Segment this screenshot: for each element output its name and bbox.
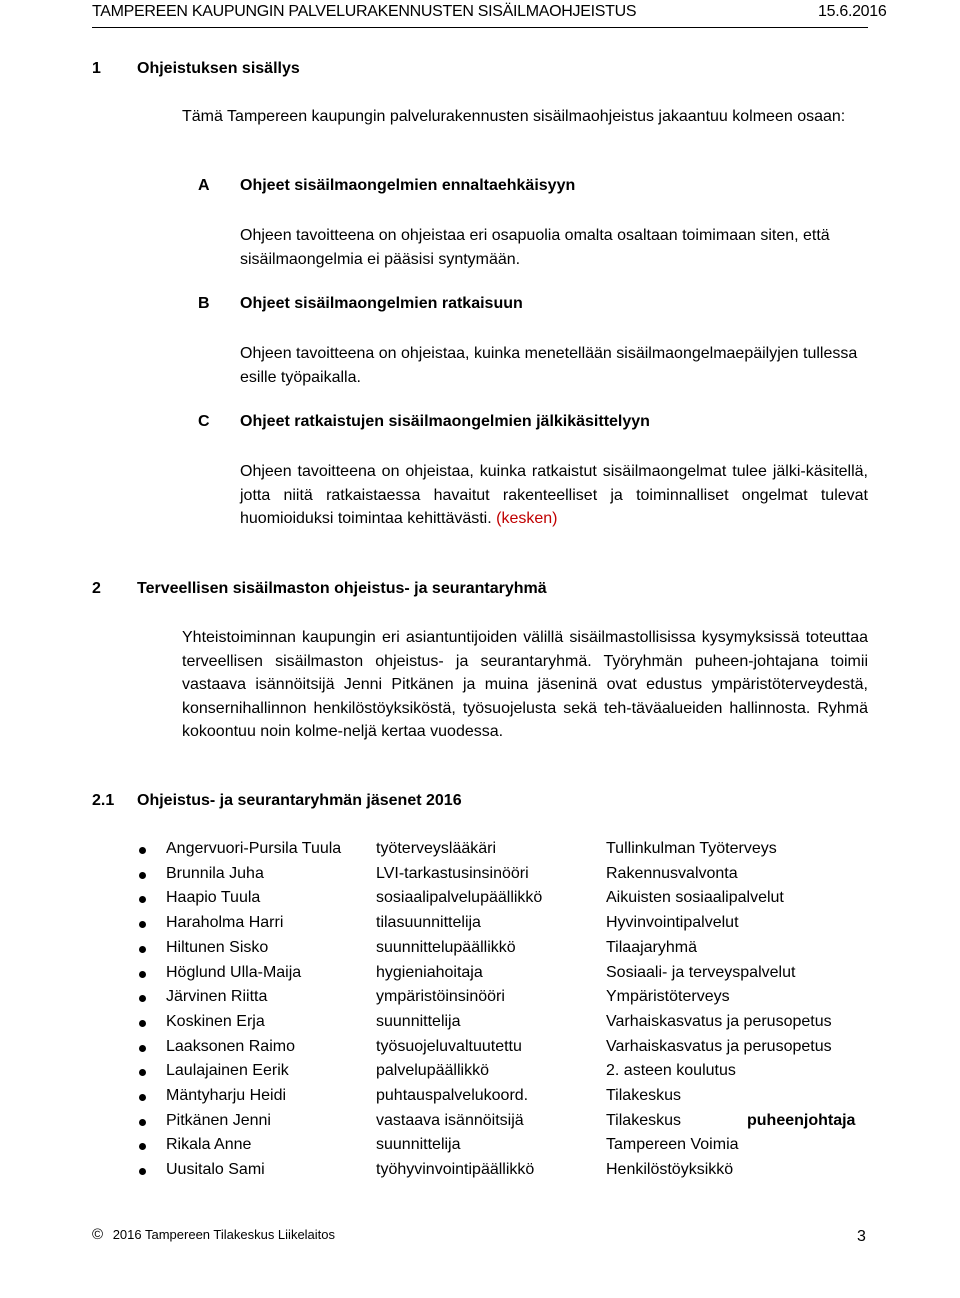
member-role: LVI-tarkastusinsinööri (376, 864, 529, 882)
member-role: palvelupäällikkö (376, 1062, 489, 1080)
member-row (0, 840, 960, 864)
bullet-icon (139, 1143, 146, 1150)
member-organization: Sosiaali- ja terveyspalvelut (606, 963, 796, 981)
footer-copyright (92, 1226, 335, 1243)
bullet-icon (139, 946, 146, 953)
part-a-letter: A (198, 177, 210, 194)
page-number: 3 (857, 1228, 866, 1245)
member-name: Mäntyharju Heidi (166, 1087, 287, 1104)
part-a-text: Ohjeen tavoitteena on ohjeistaa eri osapuolia omalta osaltaan toimimaan siten, että sisäilmaongelmia ei pääsisi syntymään. (240, 227, 830, 268)
part-c-text-block (240, 460, 868, 531)
member-name: Laaksonen Raimo (166, 1037, 295, 1055)
bullet-icon (139, 1045, 146, 1052)
member-name: Angervuori-Pursila Tuula (166, 840, 342, 857)
member-role: työsuojeluvaltuutettu (376, 1037, 522, 1055)
member-role: suunnittelija (376, 1012, 461, 1030)
member-name: Uusitalo Sami (166, 1161, 265, 1179)
bullet-icon (139, 1168, 146, 1175)
member-organization: 2. asteen koulutus (606, 1062, 736, 1080)
member-organization: Tullinkulman Työterveys (606, 840, 777, 857)
member-organization: Henkilöstöyksikkö (606, 1161, 734, 1179)
header-rule (92, 27, 868, 28)
member-role: hygieniahoitaja (376, 963, 483, 981)
member-organization: Hyvinvointipalvelut (606, 914, 739, 932)
section-2-1-number: 2.1 (92, 792, 115, 809)
section-1-intro: Tämä Tampereen kaupungin palvelurakennusten sisäilmaohjeistus jakaantuu kolmeen osaan: (182, 108, 846, 125)
member-role: työterveyslääkäri (376, 840, 497, 857)
member-row (0, 1038, 960, 1062)
bullet-icon (139, 847, 146, 854)
member-row (0, 1087, 960, 1111)
member-row (0, 1161, 960, 1185)
member-row (0, 964, 960, 988)
bullet-icon (139, 971, 146, 978)
member-name: Haraholma Harri (166, 914, 284, 932)
member-name: Laulajainen Eerik (166, 1062, 289, 1080)
member-name: Pitkänen Jenni (166, 1111, 271, 1129)
member-extra: puheenjohtaja (747, 1111, 856, 1129)
member-row (0, 914, 960, 938)
section-1-number: 1 (92, 60, 101, 77)
member-organization: Rakennusvalvonta (606, 864, 738, 882)
member-row (0, 988, 960, 1012)
member-row (0, 1136, 960, 1160)
member-role: sosiaalipalvelupäällikkö (376, 889, 543, 907)
bullet-icon (139, 995, 146, 1002)
member-organization: Tilaajaryhmä (606, 938, 697, 956)
part-b-letter: B (198, 295, 210, 312)
member-role: suunnittelupäällikkö (376, 938, 516, 956)
bullet-icon (139, 1094, 146, 1101)
member-organization: Tilakeskus (606, 1087, 681, 1104)
part-b-title: Ohjeet sisäilmaongelmien ratkaisuun (240, 295, 523, 312)
section-2-1-heading: Ohjeistus- ja seurantaryhmän jäsenet 2016 (137, 792, 462, 809)
bullet-icon (139, 1119, 146, 1126)
part-a-title: Ohjeet sisäilmaongelmien ennaltaehkäisyyn (240, 177, 576, 194)
bullet-icon (139, 896, 146, 903)
bullet-icon (139, 1069, 146, 1076)
member-role: työhyvinvointipäällikkö (376, 1161, 535, 1179)
member-row (0, 939, 960, 963)
member-name: Höglund Ulla-Maija (166, 963, 302, 981)
member-row (0, 865, 960, 889)
member-role: ympäristöinsinööri (376, 988, 505, 1006)
bullet-icon (139, 921, 146, 928)
member-organization: Ympäristöterveys (606, 988, 730, 1006)
member-name: Hiltunen Sisko (166, 938, 269, 956)
bullet-icon (139, 1020, 146, 1027)
part-b-text: Ohjeen tavoitteena on ohjeistaa, kuinka menetellään sisäilmaongelmaepäilyjen tullessa esille työpaikalla. (240, 345, 858, 386)
section-2-heading: Terveellisen sisäilmaston ohjeistus- ja seurantaryhmä (137, 580, 547, 597)
copyright-icon: © (92, 1226, 104, 1243)
member-name: Brunnila Juha (166, 864, 264, 882)
member-organization: Aikuisten sosiaalipalvelut (606, 889, 784, 907)
member-organization: Tampereen Voimia (606, 1136, 739, 1154)
member-organization: Tilakeskus (606, 1111, 681, 1129)
member-organization: Varhaiskasvatus ja perusopetus (606, 1037, 832, 1055)
part-c-text: Ohjeen tavoitteena on ohjeistaa, kuinka ratkaistut sisäilmaongelmat tulee jälki-käsitellä, jotta niitä ratkaistaessa havaitut rakenteelliset ja toiminnalliset ongelmat tulevat huomioiduksi toimintaa kehittävästi. (240, 463, 868, 527)
member-name: Haapio Tuula (166, 889, 261, 907)
section-2-text: Yhteistoiminnan kaupungin eri asiantuntijoiden välillä sisäilmastollisissa kysymyksissä toteuttaa terveellisen sisäilmaston ohjeistus- ja seurantaryhmä. Työryhmän puheen-johtajana toimii vastaava isännöitsijä Jenni Pitkänen ja muina jäseninä ovat edustus ympäristöterveydestä, konsernihallinnon henkilöstöyksiköstä, työsuojelusta sekä teh-täväalueiden hallinnosta. Ryhmä kokoontuu noin kolme-neljä kertaa vuodessa. (182, 629, 868, 740)
member-role: vastaava isännöitsijä (376, 1111, 524, 1129)
member-organization: Varhaiskasvatus ja perusopetus (606, 1012, 832, 1030)
member-row (0, 1013, 960, 1037)
running-header-title: TAMPEREEN KAUPUNGIN PALVELURAKENNUSTEN SISÄILMAOHJEISTUS (92, 3, 637, 20)
part-c-title: Ohjeet ratkaistujen sisäilmaongelmien jälkikäsittelyyn (240, 413, 650, 430)
footer-text: 2016 Tampereen Tilakeskus Liikelaitos (112, 1227, 336, 1242)
member-role: puhtauspalvelukoord. (376, 1087, 529, 1104)
member-row (0, 889, 960, 913)
member-role: tilasuunnittelija (376, 914, 481, 932)
part-c-letter: C (198, 413, 210, 430)
section-1-heading: Ohjeistuksen sisällys (137, 60, 300, 77)
part-c-status-note: (kesken) (496, 510, 558, 527)
section-2-number: 2 (92, 580, 101, 597)
member-name: Rikala Anne (166, 1136, 252, 1154)
member-row (0, 1112, 960, 1136)
member-row (0, 1062, 960, 1086)
running-header-date: 15.6.2016 (818, 3, 887, 20)
member-name: Koskinen Erja (166, 1012, 265, 1030)
member-role: suunnittelija (376, 1136, 461, 1154)
member-name: Järvinen Riitta (166, 988, 268, 1006)
bullet-icon (139, 872, 146, 879)
